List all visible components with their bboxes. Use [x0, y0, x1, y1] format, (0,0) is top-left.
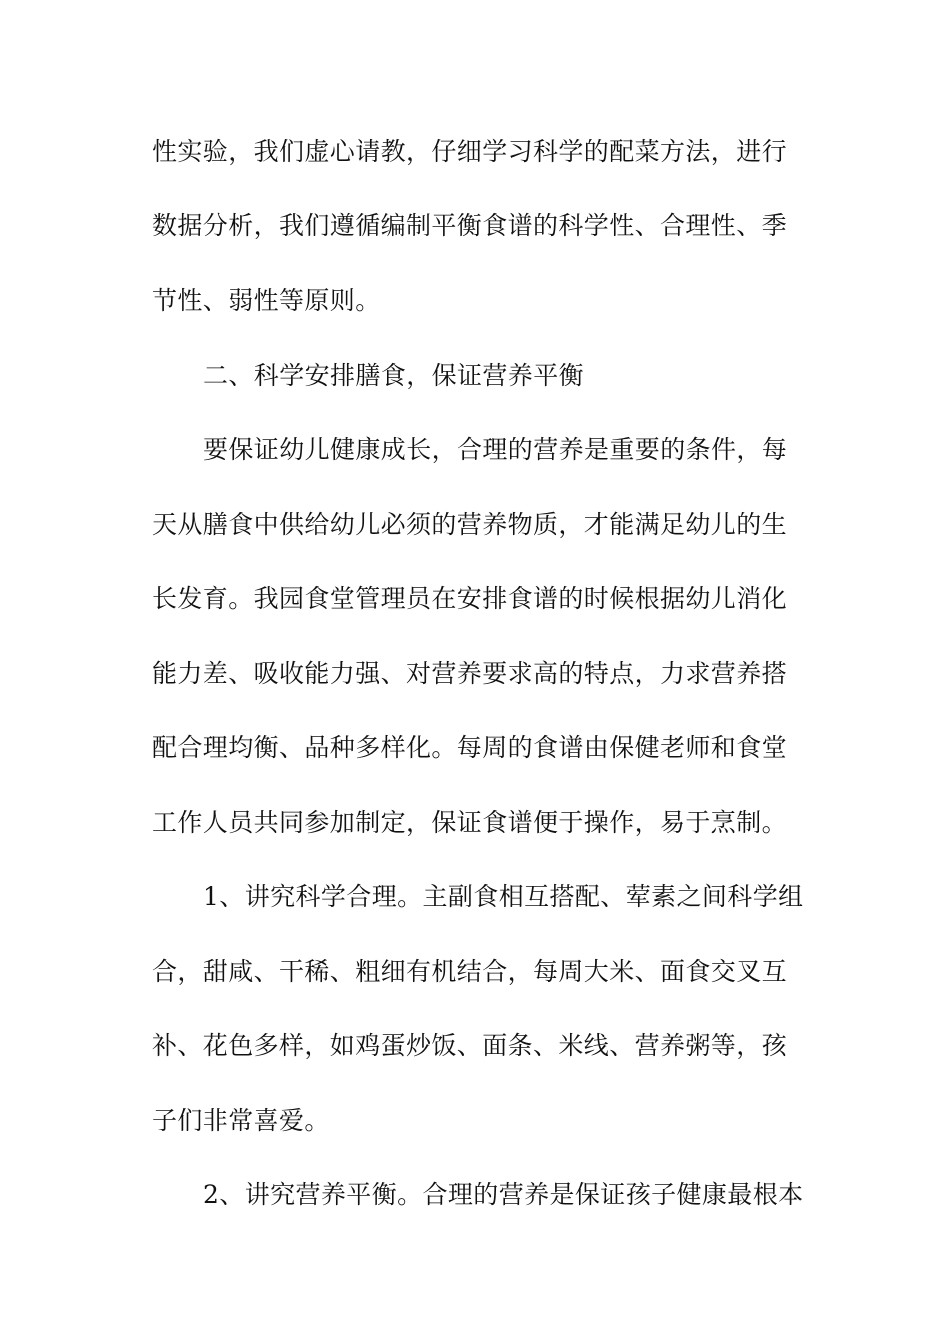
text-line: 天从膳食中供给幼儿必须的营养物质，才能满足幼儿的生 [152, 510, 788, 539]
text-line: 工作人员共同参加制定，保证食谱便于操作，易于烹制。 [152, 808, 788, 837]
text-line: 性实验，我们虚心请教，仔细学习科学的配菜方法，进行 [152, 137, 788, 166]
text-line: 2、讲究营养平衡。合理的营养是保证孩子健康最根本 [203, 1180, 804, 1209]
text-line: 补、花色多样，如鸡蛋炒饭、面条、米线、营养粥等，孩 [152, 1031, 788, 1060]
text-line: 节性、弱性等原则。 [152, 286, 381, 315]
text-line: 子们非常喜爱。 [152, 1106, 330, 1135]
text-line: 数据分析，我们遵循编制平衡食谱的科学性、合理性、季 [152, 211, 788, 240]
text-line: 能力差、吸收能力强、对营养要求高的特点，力求营养搭 [152, 659, 788, 688]
text-line: 1、讲究科学合理。主副食相互搭配、荤素之间科学组 [203, 882, 804, 911]
text-line: 长发育。我园食堂管理员在安排食谱的时候根据幼儿消化 [152, 584, 788, 613]
section-heading: 二、科学安排膳食，保证营养平衡 [203, 361, 585, 390]
text-line: 配合理均衡、品种多样化。每周的食谱由保健老师和食堂 [152, 733, 788, 762]
text-line: 要保证幼儿健康成长，合理的营养是重要的条件，每 [203, 435, 788, 464]
text-line: 合，甜咸、干稀、粗细有机结合，每周大米、面食交叉互 [152, 957, 788, 986]
